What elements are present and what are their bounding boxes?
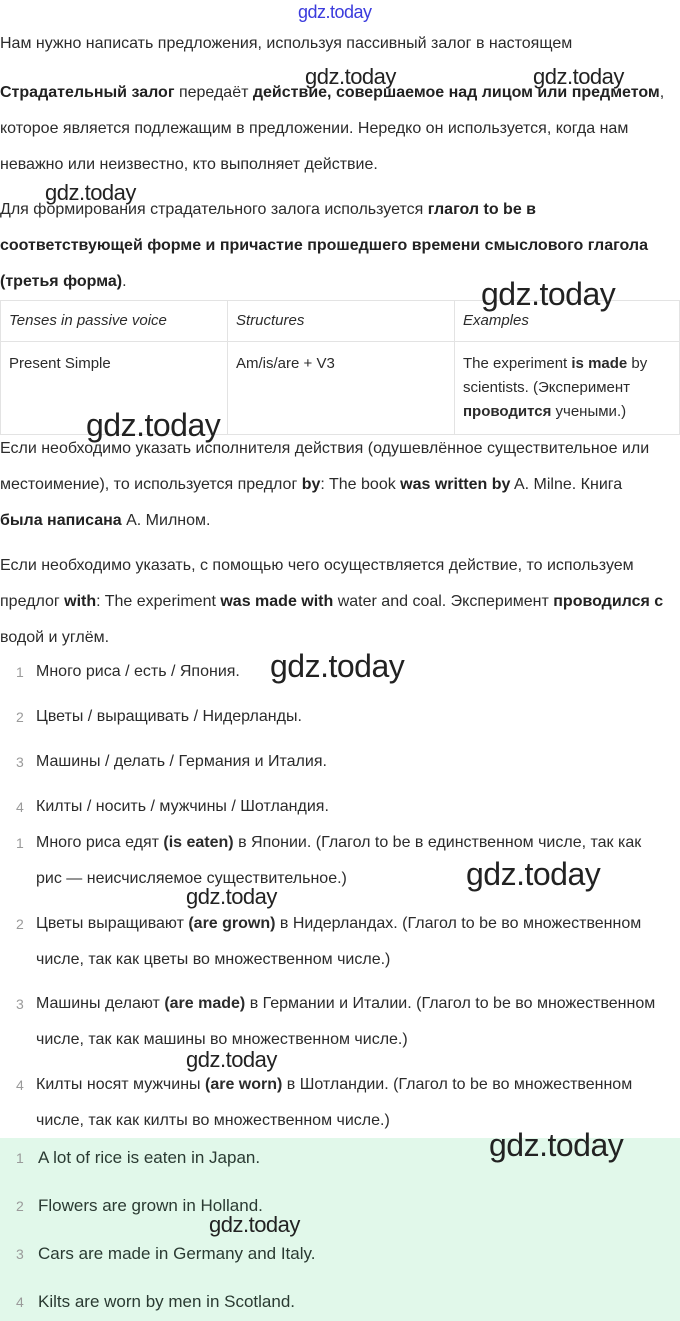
- list-item-text: [36, 986, 660, 1058]
- text-segment: Машины / делать / Германия и Италия.: [36, 753, 327, 770]
- passive-definition-paragraph: [0, 75, 668, 183]
- bold-text: действие, совершаемое над лицом или предметом: [252, 84, 660, 101]
- with-preposition-paragraph: [0, 548, 668, 656]
- bold-text: was written by: [400, 476, 511, 493]
- text-segment: в Нидерландах. (Глагол to be во множественном числе, так как цветы во множественном числе.): [36, 915, 642, 968]
- watermark: gdz.today: [481, 276, 616, 312]
- text-segment: A lot of rice is eaten in Japan.: [38, 1148, 261, 1167]
- table-header-row: [1, 301, 680, 342]
- list-item-text: [36, 699, 660, 735]
- watermark: gdz.today: [186, 1047, 277, 1072]
- list-item: [0, 1140, 660, 1176]
- text-segment: Килты / носить / мужчины / Шотландия.: [36, 798, 329, 815]
- list-item-text: [36, 654, 660, 690]
- bold-text: (are worn): [204, 1076, 283, 1093]
- bold-text: was made with: [220, 593, 334, 610]
- text-segment: The experiment: [463, 355, 572, 372]
- list-item-text: [36, 744, 660, 780]
- watermark: gdz.today: [533, 64, 624, 89]
- list-item-text: [38, 1140, 660, 1176]
- text-segment: Много риса / есть / Япония.: [36, 663, 240, 680]
- text-segment: в Шотландии. (Глагол to be во множественном числе, так как килты во множественном числе.): [36, 1076, 633, 1129]
- text-segment: Много риса едят: [36, 834, 164, 851]
- list-item-text: [38, 1236, 660, 1272]
- watermark: gdz.today: [489, 1127, 624, 1163]
- list-number: 3: [16, 754, 24, 770]
- bold-text: проводится: [463, 403, 552, 420]
- watermark: gdz.today: [86, 407, 221, 443]
- list-item: [0, 825, 660, 897]
- table-row: [1, 342, 680, 435]
- bold-text: Страдательный залог: [0, 84, 175, 101]
- list-item-text: [36, 1067, 660, 1139]
- intro-paragraph: [0, 26, 680, 62]
- text-segment: Для формирования страдательного залога используется: [0, 201, 428, 218]
- text-segment: water and coal. Эксперимент: [333, 593, 554, 610]
- list-number: 4: [16, 799, 24, 815]
- bold-text: with: [64, 593, 97, 610]
- list-item-text: [38, 1284, 660, 1320]
- list-number: 2: [16, 916, 24, 932]
- bold-text: была написана: [0, 512, 122, 529]
- list-number: 2: [16, 1198, 24, 1214]
- text-segment: передаёт: [174, 84, 253, 101]
- text-segment: Если необходимо указать, с помощью чего осуществляется действие, то используем предлог: [0, 557, 634, 610]
- bold-text: is made: [571, 355, 628, 372]
- list-number: 2: [16, 709, 24, 725]
- text-segment: .: [122, 273, 127, 290]
- list-number: 1: [16, 835, 24, 851]
- text-segment: учеными.): [551, 403, 627, 420]
- table-header: Examples: [455, 301, 680, 342]
- list-item: [0, 699, 660, 735]
- text-segment: Cars are made in Germany and Italy.: [38, 1244, 316, 1263]
- passive-tenses-table: [0, 300, 680, 435]
- watermark: gdz.today: [298, 2, 372, 22]
- text-segment: : The experiment: [96, 593, 221, 610]
- list-number: 1: [16, 1150, 24, 1166]
- text-segment: Цветы выращивают: [36, 915, 189, 932]
- bold-text: (are grown): [188, 915, 276, 932]
- table-header: Structures: [228, 301, 455, 342]
- table-cell-structure: Am/is/are + V3: [228, 342, 455, 435]
- list-item: [0, 1188, 660, 1224]
- bold-text: by: [301, 476, 321, 493]
- list-number: 3: [16, 1246, 24, 1262]
- bold-text: (is eaten): [163, 834, 234, 851]
- text-segment: by scientists. (Эксперимент: [463, 355, 648, 396]
- watermark: gdz.today: [305, 64, 396, 89]
- list-item-text: [36, 825, 660, 897]
- watermark: gdz.today: [270, 648, 405, 684]
- table-cell-tense: Present Simple: [1, 342, 228, 435]
- watermark: gdz.today: [209, 1212, 300, 1237]
- list-item: [0, 654, 660, 690]
- bold-text: (are made): [164, 995, 246, 1012]
- table-cell-example: [455, 342, 680, 435]
- list-number: 4: [16, 1077, 24, 1093]
- list-number: 3: [16, 996, 24, 1012]
- list-item-text: [36, 906, 660, 978]
- text-segment: Нам нужно написать предложения, используя пассивный залог в настоящем: [0, 35, 573, 52]
- list-item-text: [36, 789, 660, 825]
- watermark: gdz.today: [186, 884, 277, 909]
- list-item: [0, 1236, 660, 1272]
- list-item: [0, 789, 660, 825]
- list-number: 1: [16, 664, 24, 680]
- text-segment: в Германии и Италии. (Глагол to be во множественном числе, так как машины во множественном числе.): [36, 995, 656, 1048]
- text-segment: А. Милном.: [121, 512, 211, 529]
- list-item: [0, 1284, 660, 1320]
- list-number: 4: [16, 1294, 24, 1310]
- bold-text: проводился с: [553, 593, 664, 610]
- list-item: [0, 1067, 660, 1139]
- text-segment: водой и углём.: [0, 629, 110, 646]
- text-segment: Килты носят мужчины: [36, 1076, 205, 1093]
- text-segment: : The book: [320, 476, 401, 493]
- passive-formation-paragraph: [0, 192, 668, 300]
- text-segment: в Японии. (Глагол to be в единственном числе, так как рис — неисчисляемое существительное.): [36, 834, 642, 887]
- watermark: gdz.today: [466, 856, 601, 892]
- list-item: [0, 906, 660, 978]
- watermark: gdz.today: [45, 180, 136, 205]
- text-segment: Kilts are worn by men in Scotland.: [38, 1292, 296, 1311]
- text-segment: A. Milne. Книга: [510, 476, 623, 493]
- list-item-text: [38, 1188, 660, 1224]
- by-preposition-paragraph: [0, 431, 668, 539]
- list-item: [0, 986, 660, 1058]
- text-segment: Машины делают: [36, 995, 165, 1012]
- text-segment: Flowers are grown in Holland.: [38, 1196, 263, 1215]
- table-header: Tenses in passive voice: [1, 301, 228, 342]
- bold-text: глагол to be в соответствующей форме и причастие прошедшего времени смыслового глагола (третья форма): [0, 201, 648, 290]
- answer-block: [0, 1138, 680, 1321]
- list-item: [0, 744, 660, 780]
- text-segment: , которое является подлежащим в предложении. Нередко он используется, когда нам неважно или неизвестно, кто выполняет действие.: [0, 84, 665, 173]
- text-segment: Цветы / выращивать / Нидерланды.: [36, 708, 302, 725]
- text-segment: Если необходимо указать исполнителя действия (одушевлённое существительное или местоимение), то используется предлог: [0, 440, 650, 493]
